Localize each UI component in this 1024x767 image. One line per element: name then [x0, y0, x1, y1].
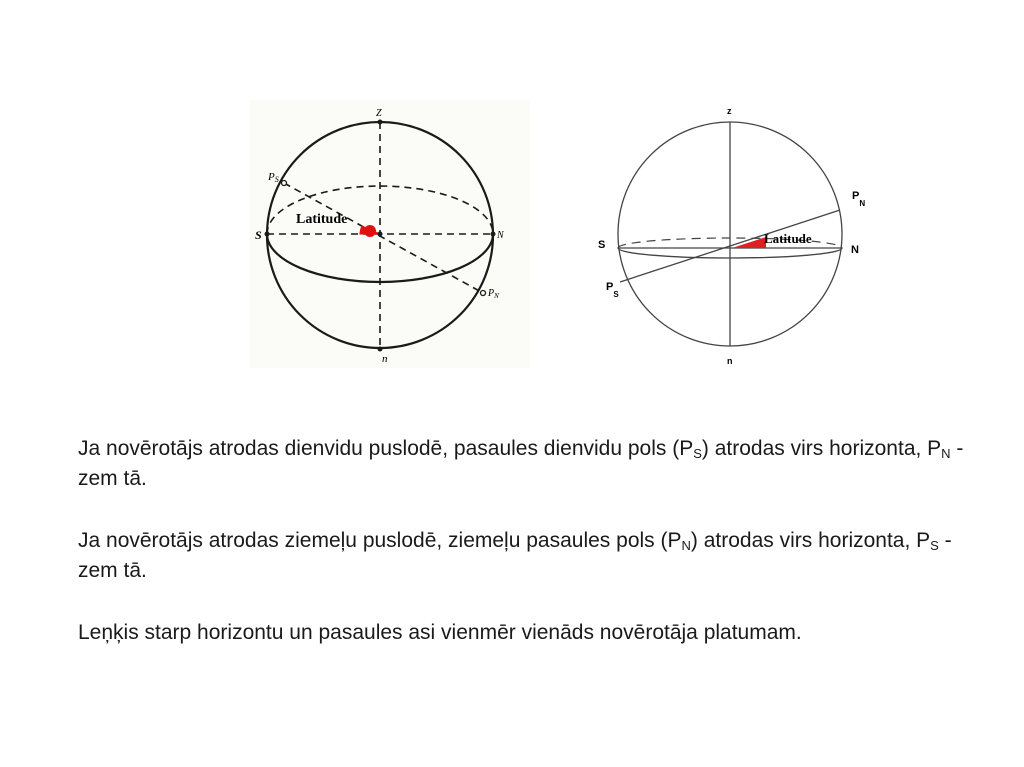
left-zenith-label: Z [376, 108, 382, 119]
left-sphere-svg [250, 100, 530, 368]
right-pn-label: $P_N$ [852, 190, 866, 208]
paragraph-latitude-rule: Leņķis starp horizontu un pasaules asi vienmēr vienāds novērotāja platumam. [78, 621, 802, 644]
right-latitude-label: Latitude [764, 231, 812, 246]
left-south-point [265, 232, 270, 237]
paragraph-southern-hemisphere: Ja novērotājs atrodas dienvidu puslodē, pasaules dienvidu pols $(P_S)$ atrodas virs horizonta, $P_N$ - zem tā. [78, 437, 964, 490]
left-celestial-sphere-figure [250, 100, 530, 368]
left-nadir-point [378, 347, 383, 352]
left-celestial-axis [284, 183, 483, 293]
left-pn-point [481, 291, 486, 296]
left-zenith-point [378, 120, 383, 125]
left-center-point [378, 232, 383, 237]
left-north-label: N [497, 230, 504, 241]
right-latitude-angle-marker [732, 237, 766, 248]
left-latitude-blob [364, 225, 376, 237]
right-south-label: S [598, 239, 606, 251]
right-ps-label: $P_S$ [606, 281, 619, 299]
left-latitude-label: Latitude [296, 212, 348, 227]
left-pn-label: $P_N$ [488, 288, 499, 300]
left-ps-point [282, 181, 287, 186]
left-ps-label: PS [268, 171, 279, 184]
right-celestial-sphere-figure [590, 98, 880, 370]
right-sphere-svg [590, 98, 880, 370]
right-north-label: N [851, 244, 859, 256]
left-nadir-label: n [382, 353, 388, 365]
explanation-text-block [78, 434, 978, 680]
paragraph-northern-hemisphere: Ja novērotājs atrodas ziemeļu puslodē, ziemeļu pasaules pols $(P_N)$ atrodas virs horizonta, $P_S$ - zem tā. [78, 529, 952, 582]
right-nadir-label: n [727, 356, 733, 366]
right-zenith-label: z [727, 106, 732, 116]
left-south-label: S [255, 228, 262, 242]
left-north-point [491, 232, 496, 237]
